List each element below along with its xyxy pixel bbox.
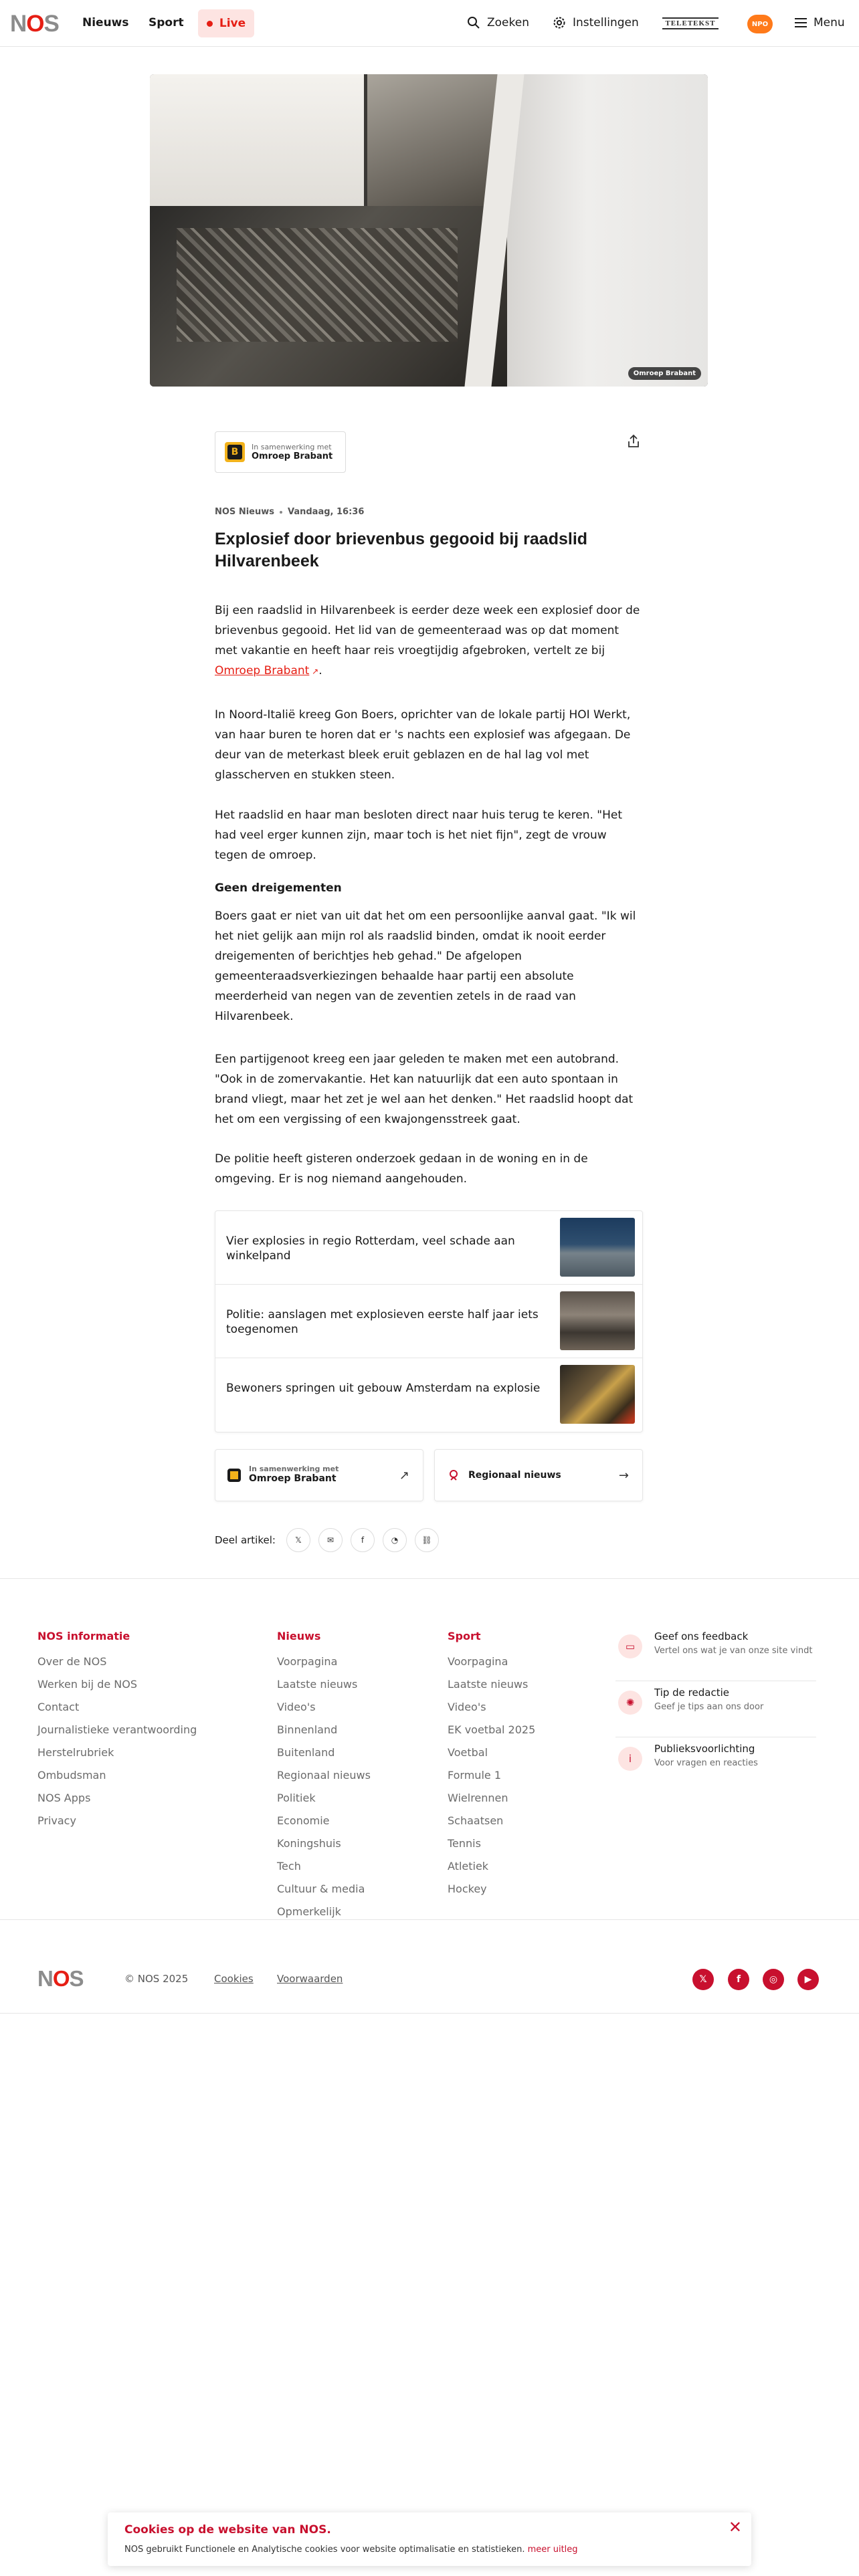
- footer-link[interactable]: Regionaal nieuws: [277, 1769, 371, 1782]
- regionaal-nieuws-card[interactable]: [434, 1449, 643, 1501]
- chat-icon: ▭: [618, 1634, 642, 1658]
- footer-link[interactable]: Privacy: [37, 1814, 76, 1827]
- whatsapp-share-icon[interactable]: ◔: [383, 1528, 407, 1552]
- article-paragraph-3: Het raadslid en haar man besloten direct naar huis terug te keren. "Het had veel erger kunnen zijn, maar toch is het niet fijn", zegt de vrouw tegen de omroep.: [215, 809, 622, 862]
- omroep-brabant-logo: B: [225, 442, 245, 462]
- search-button[interactable]: [467, 16, 529, 29]
- footer-link[interactable]: Voetbal: [448, 1746, 488, 1759]
- footer-link[interactable]: Contact: [37, 1701, 80, 1713]
- close-icon[interactable]: ✕: [728, 2518, 742, 2537]
- share-label: Deel artikel:: [215, 1534, 276, 1546]
- footer-sport: [448, 1630, 535, 1901]
- footer-link[interactable]: EK voetbal 2025: [448, 1723, 536, 1736]
- related-thumbnail: [560, 1291, 635, 1350]
- footer-link[interactable]: Atletiek: [448, 1860, 489, 1872]
- gear-icon: [553, 16, 566, 29]
- cookie-text: NOS gebruikt Functionele en Analytische cookies voor website optimalisatie en statistieken. meer uitleg: [124, 2545, 578, 2555]
- collab-name: Omroep Brabant: [252, 451, 333, 461]
- tip-link[interactable]: ✺ Tip de redactie Geef je tips aan ons door: [615, 1681, 816, 1737]
- footer-link[interactable]: Laatste nieuws: [277, 1678, 358, 1691]
- footer-heading: Sport: [448, 1630, 481, 1642]
- location-pin-icon: [447, 1469, 460, 1482]
- publieksvoorlichting-link[interactable]: i Publieksvoorlichting Voor vragen en reacties: [615, 1737, 816, 1794]
- footer-link[interactable]: Koningshuis: [277, 1837, 341, 1850]
- cookie-title: Cookies op de website van NOS.: [124, 2523, 331, 2537]
- bottom-cards: [215, 1449, 643, 1501]
- nav-nieuws[interactable]: Nieuws: [82, 16, 129, 29]
- lightbulb-icon: ✺: [618, 1691, 642, 1715]
- footer-nieuws: [277, 1630, 371, 1923]
- teletekst-link[interactable]: TELETEKST: [662, 17, 719, 29]
- omroep-brabant-icon: [227, 1469, 241, 1482]
- copyright: © NOS 2025: [124, 1973, 189, 1985]
- related-title: Politie: aanslagen met explosieven eerste half jaar iets toegenomen: [226, 1308, 539, 1336]
- footer-link[interactable]: Schaatsen: [448, 1814, 504, 1827]
- search-icon: [467, 16, 480, 29]
- live-label: Live: [219, 17, 246, 30]
- external-link-icon: ↗: [309, 667, 319, 676]
- footer-heading: Nieuws: [277, 1630, 321, 1642]
- footer-link[interactable]: Laatste nieuws: [448, 1678, 529, 1691]
- article-date: Vandaag, 16:36: [287, 507, 365, 517]
- omroep-brabant-card[interactable]: [215, 1449, 423, 1501]
- collab-prefix: In samenwerking met: [252, 443, 332, 451]
- youtube-social-icon[interactable]: ▶: [797, 1969, 819, 1990]
- facebook-share-icon[interactable]: f: [351, 1528, 375, 1552]
- footer-link[interactable]: Voorpagina: [448, 1655, 508, 1668]
- article-paragraph-5: Een partijgenoot kreeg een jaar geleden te maken met een autobrand. "Ook in de zomervakantie. Het kan natuurlijk dat een auto spontaan in brand vliegt, maar het zet je wel aan het denken." Het raadslid hoopt dat het om een vergissing of een kwajongensstreek gaat.: [215, 1053, 634, 1126]
- settings-button[interactable]: [553, 16, 639, 29]
- footer-link[interactable]: Tech: [277, 1860, 301, 1872]
- footer-link[interactable]: Video's: [448, 1701, 486, 1713]
- feedback-link[interactable]: ▭ Geef ons feedback Vertel ons wat je van onze site vindt: [615, 1625, 816, 1681]
- nav-sport[interactable]: Sport: [149, 16, 184, 29]
- related-articles: [215, 1210, 643, 1432]
- footer-link[interactable]: Voorpagina: [277, 1655, 338, 1668]
- instagram-social-icon[interactable]: ◎: [763, 1969, 784, 1990]
- article-paragraph-2: In Noord-Italië kreeg Gon Boers, oprichter van de lokale partij HOI Werkt, van haar buren te horen dat er 's nachts een explosief was afgegaan. De deur van de meterkast bleek eruit geblazen en de hal lag vol met glasscherven en stukken steen.: [215, 708, 631, 782]
- image-credit: Omroep Brabant: [628, 367, 701, 380]
- article-source: NOS Nieuws: [215, 507, 274, 517]
- share-icon[interactable]: [626, 433, 642, 449]
- settings-label: Instellingen: [573, 16, 639, 29]
- footer-link[interactable]: Opmerkelijk: [277, 1905, 341, 1918]
- top-navigation: [0, 0, 859, 47]
- arrow-right-icon: →: [618, 1469, 629, 1483]
- footer-link[interactable]: Ombudsman: [37, 1769, 106, 1782]
- related-title: Vier explosies in regio Rotterdam, veel schade aan winkelpand: [226, 1235, 515, 1263]
- nos-logo[interactable]: NOS: [10, 11, 59, 37]
- footer-link[interactable]: Over de NOS: [37, 1655, 107, 1668]
- menu-button[interactable]: [795, 16, 845, 29]
- footer-link[interactable]: Politiek: [277, 1792, 316, 1804]
- related-thumbnail: [560, 1218, 635, 1277]
- share-row: [215, 1528, 439, 1552]
- footer-link[interactable]: Video's: [277, 1701, 316, 1713]
- article-title: Explosief door brievenbus gegooid bij raadslid Hilvarenbeek: [215, 530, 588, 570]
- article-paragraph-6: De politie heeft gisteren onderzoek gedaan in de woning en in de omgeving. Er is nog niemand aangehouden.: [215, 1152, 588, 1186]
- footer-heading: NOS informatie: [37, 1630, 130, 1642]
- footer-link[interactable]: Buitenland: [277, 1746, 335, 1759]
- article-paragraph-4: Boers gaat er niet van uit dat het om een persoonlijke aanval gaat. "Ik wil het niet gelijk aan mijn rol als raadslid binden, omdat ik nooit eerder dreigementen of berichtjes heb gehad." De afgelopen gemeenteraadsverkiezingen behaalde haar partij een absolute meerderheid van negen van de zeventien zetels in de raad van Hilvarenbeek.: [215, 909, 636, 1023]
- footer-link[interactable]: Tennis: [448, 1837, 481, 1850]
- live-dot-icon: [207, 21, 213, 27]
- footer-contact: [615, 1625, 816, 1794]
- article-subheading: Geen dreigementen: [215, 881, 342, 895]
- footer-link[interactable]: Herstelrubriek: [37, 1746, 114, 1759]
- x-social-icon[interactable]: 𝕏: [692, 1969, 714, 1990]
- search-label: Zoeken: [487, 16, 529, 29]
- mail-share-icon[interactable]: ✉: [318, 1528, 343, 1552]
- footer-nos-info: [37, 1630, 197, 1832]
- info-icon: i: [618, 1747, 642, 1771]
- footer-link[interactable]: Economie: [277, 1814, 330, 1827]
- footer-link[interactable]: Formule 1: [448, 1769, 501, 1782]
- footer-link[interactable]: NOS Apps: [37, 1792, 91, 1804]
- npo-logo[interactable]: NPO: [747, 15, 773, 33]
- article-paragraph-1: Bij een raadslid in Hilvarenbeek is eerder deze week een explosief door de brievenbus gegooid. Het lid van de gemeenteraad was op dat moment met vakantie en heeft haar reis vroegtijdig afgebroken, vertelt ze bij Omroep Brabant ↗.: [215, 604, 640, 677]
- cookie-banner: [108, 2512, 751, 2566]
- footer-link[interactable]: Binnenland: [277, 1723, 338, 1736]
- collaboration-badge[interactable]: [215, 431, 346, 473]
- related-title: Bewoners springen uit gebouw Amsterdam na explosie: [226, 1382, 541, 1395]
- footer-link[interactable]: Journalistieke verantwoording: [37, 1723, 197, 1736]
- footer-link[interactable]: Cultuur & media: [277, 1883, 365, 1895]
- terms-link[interactable]: Voorwaarden: [277, 1973, 343, 1985]
- hero-image: [150, 74, 708, 387]
- hamburger-icon: [795, 17, 807, 28]
- related-article[interactable]: [215, 1211, 642, 1285]
- external-arrow-icon: ↗: [399, 1469, 409, 1483]
- omroep-brabant-link[interactable]: Omroep Brabant: [215, 664, 310, 677]
- cookie-more-link[interactable]: meer uitleg: [527, 2545, 578, 2555]
- related-article[interactable]: [215, 1285, 642, 1358]
- card-title: Omroep Brabant: [249, 1473, 337, 1484]
- related-thumbnail: [560, 1365, 635, 1424]
- facebook-social-icon[interactable]: f: [728, 1969, 749, 1990]
- nav-live[interactable]: [198, 9, 254, 37]
- footer-link[interactable]: Wielrennen: [448, 1792, 508, 1804]
- related-article[interactable]: [215, 1358, 642, 1432]
- x-share-icon[interactable]: 𝕏: [286, 1528, 310, 1552]
- copy-link-icon[interactable]: ⛓: [415, 1528, 439, 1552]
- card-title: Regionaal nieuws: [468, 1470, 561, 1481]
- footer-nos-logo[interactable]: NOS: [37, 1966, 84, 1991]
- cookies-link[interactable]: Cookies: [214, 1973, 254, 1985]
- article-meta: [215, 507, 364, 517]
- menu-label: Menu: [814, 16, 845, 29]
- footer-link[interactable]: Werken bij de NOS: [37, 1678, 138, 1691]
- footer-link[interactable]: Hockey: [448, 1883, 487, 1895]
- card-prefix: In samenwerking met: [249, 1465, 339, 1473]
